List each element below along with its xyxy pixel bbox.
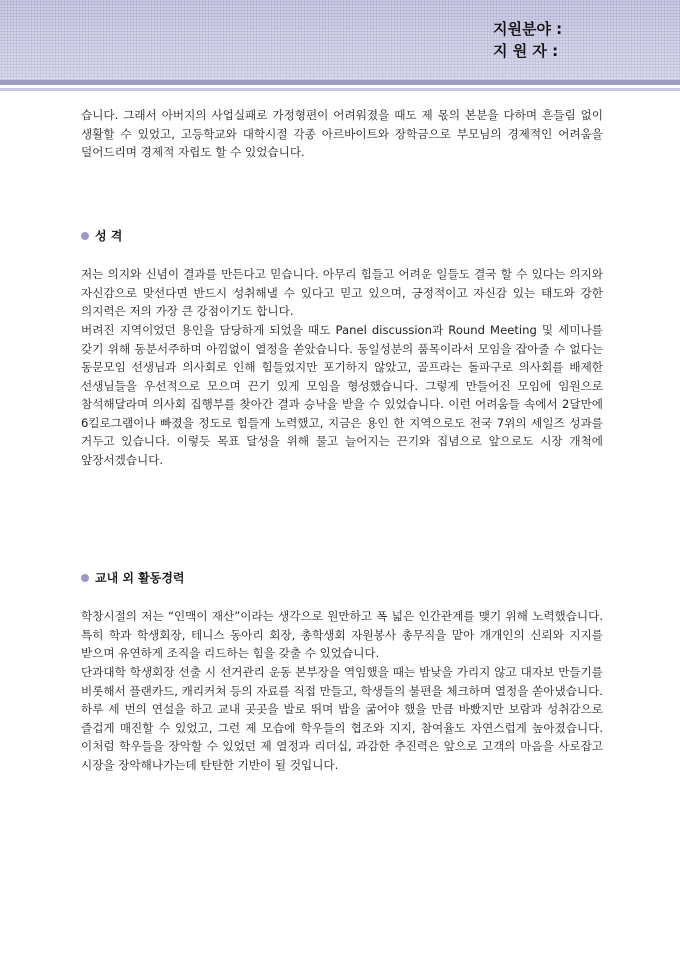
section-title-text: 교내 외 활동경력 bbox=[95, 571, 185, 585]
activities-paragraph-2: 단과대학 학생회장 선출 시 선거관리 운동 본부장을 역임했을 때는 밤낮을 가리지 않고 대자보 만들기를 비롯해서 플랜카드, 캐리커쳐 등의 자료를 직접 만들고, 학생들의 불편을 체크하며 열정을 쏟아냈습니다. 하루 세 번의 연설을 하고 교내 곳곳을 발로 뛰며 밥을 굶어야 했을 만큼 바빴지만 보람과 성취감으로 즐겁게 매진할 수 있었고, 그런 제 모습에 학우들의 협조와 지지, 참여율도 자연스럽게 높아졌습니다. 이처럼 학우들을 장악할 수 있었던 제 열정과 리더십, 과감한 추진력은 앞으로 고객의 마음을 사로잡고 시장을 장악해나가는데 탄탄한 기반이 될 것입니다. bbox=[81, 665, 603, 772]
section-title-text: 성 격 bbox=[95, 229, 123, 243]
section-title-personality bbox=[81, 228, 122, 244]
applicant-info bbox=[493, 18, 673, 62]
section-title-activities bbox=[81, 570, 185, 586]
intro-paragraph: 습니다. 그래서 아버지의 사업실패로 가정형편이 어려워졌을 때도 제 몫의 본분을 다하며 흔들림 없이 생활할 수 있었고, 고등학교와 대학시절 각종 아르바이트와 장학금으로 부모님의 경제적인 어려움을 덜어드리며 경제적 자립도 할 수 있었습니다. bbox=[81, 108, 603, 159]
application-field-label: 지원분야 : bbox=[493, 20, 563, 38]
bullet-icon bbox=[81, 232, 89, 240]
activities-paragraph-1: 학창시절의 저는 “인맥이 재산”이라는 생각으로 원만하고 폭 넓은 인간관계를 맺기 위해 노력했습니다. 특히 학과 학생회장, 테니스 동아리 회장, 총학생회 자원봉사 총무직을 맡아 개개인의 신뢰와 지지를 받으며 유연하게 조직을 리드하는 힘을 갖출 수 있었습니다. bbox=[81, 609, 603, 660]
header-divider-dark bbox=[0, 80, 680, 85]
header-divider-light bbox=[0, 88, 680, 91]
personality-paragraph-2: 버려진 지역이었던 용인을 담당하게 되었을 때도 Panel discussion과 Round Meeting 및 세미나를 갖기 위해 동분서주하며 아낌없이 열정을 쏟았습니다. 동일성분의 품목이라서 모임을 잡아줄 수 없다는 동문모임 선생님과 의사회로 인해 힘들었지만 포기하지 않았고, 골프라는 돌파구로 의사회를 배제한 선생님들을 우선적으로 모으며 끈기 있게 모임을 형성했습니다. 그렇게 만들어진 모임에 임원으로 참석해달라며 의사회 집행부를 찾아간 결과 승낙을 받을 수 있었습니다. 이런 어려움들 속에서 2달만에 6킬로그램이나 빠졌을 정도로 힘들게 노력했고, 지금은 용인 한 지역으로도 전국 7위의 세일즈 성과를 거두고 있습니다. 이렇듯 목표 달성을 위해 물고 늘어지는 끈기와 집념으로 앞으로도 시장 개척에 앞장서겠습니다. bbox=[81, 323, 603, 467]
personality-paragraph-1: 저는 의지와 신념이 결과를 만든다고 믿습니다. 아무리 힘들고 어려운 일들도 결국 할 수 있다는 의지와 자신감으로 맞선다면 반드시 성취해낼 수 있다고 믿고 있으며, 긍정적이고 자신감 있는 태도와 강한 의지력은 저의 가장 큰 강점이기도 합니다. bbox=[81, 267, 603, 318]
bullet-icon bbox=[81, 574, 89, 582]
applicant-name-label: 지 원 자 : bbox=[493, 42, 559, 60]
